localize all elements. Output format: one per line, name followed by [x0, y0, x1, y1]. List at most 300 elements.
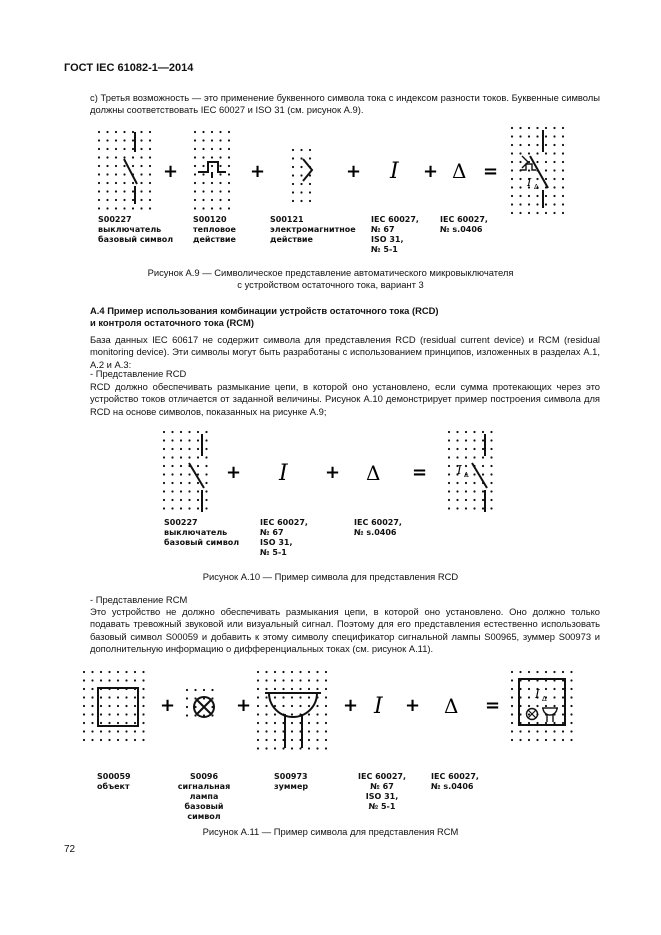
- grid-dot: [511, 671, 513, 673]
- grid-dot: [309, 191, 311, 193]
- grid-dot: [553, 705, 555, 707]
- grid-dot: [125, 671, 127, 673]
- grid-dot: [562, 169, 564, 171]
- grid-dot: [545, 169, 547, 171]
- grid-dot: [98, 148, 100, 150]
- grid-dot: [194, 156, 196, 158]
- grid-dot: [528, 212, 530, 214]
- grid-dot: [140, 173, 142, 175]
- grid-dot: [142, 696, 144, 698]
- grid-dot: [91, 713, 93, 715]
- grid-dot: [274, 713, 276, 715]
- grid-dot: [211, 131, 213, 133]
- grid-dot: [228, 165, 230, 167]
- grid-dot: [171, 482, 173, 484]
- grid-dot: [219, 165, 221, 167]
- grid-dot: [528, 195, 530, 197]
- grid-dot: [456, 482, 458, 484]
- grid-dot: [194, 173, 196, 175]
- grid-dot: [482, 490, 484, 492]
- grid-dot: [282, 679, 284, 681]
- grid-dot: [308, 722, 310, 724]
- grid-dot: [149, 148, 151, 150]
- grid-dot: [545, 135, 547, 137]
- grid-dot: [325, 688, 327, 690]
- figure-a11: [0, 668, 661, 758]
- grid-dot: [140, 148, 142, 150]
- delta-subscript: Δ: [464, 472, 469, 479]
- grid-dot: [316, 688, 318, 690]
- grid-dot: [98, 182, 100, 184]
- grid-dot: [123, 139, 125, 141]
- grid-dot: [570, 679, 572, 681]
- grid-dot: [309, 157, 311, 159]
- equals-sign: =: [485, 695, 501, 716]
- grid-dot: [117, 739, 119, 741]
- grid-dot: [257, 722, 259, 724]
- grid-dot: [545, 203, 547, 205]
- grid-dot: [186, 689, 188, 691]
- grid-dot: [562, 688, 564, 690]
- grid-dot: [528, 688, 530, 690]
- grid-dot: [83, 730, 85, 732]
- grid-dot: [163, 473, 165, 475]
- grid-dot: [536, 722, 538, 724]
- grid-dot: [528, 169, 530, 171]
- grid-dot: [545, 739, 547, 741]
- grid-dot: [511, 169, 513, 171]
- grid-dot: [194, 689, 196, 691]
- grid-dot: [108, 713, 110, 715]
- grid-dot: [490, 431, 492, 433]
- grid-dot: [274, 747, 276, 749]
- grid-dot: [490, 482, 492, 484]
- grid-dot: [299, 705, 301, 707]
- grid-dot: [490, 490, 492, 492]
- grid-dot: [83, 713, 85, 715]
- grid-dot: [91, 705, 93, 707]
- grid-dot: [528, 722, 530, 724]
- grid-dot: [545, 671, 547, 673]
- grid-dot: [203, 689, 205, 691]
- grid-dot: [536, 144, 538, 146]
- grid-dot: [292, 157, 294, 159]
- grid-dot: [528, 135, 530, 137]
- grid-dot: [142, 671, 144, 673]
- grid-dot: [316, 713, 318, 715]
- grid-dot: [125, 713, 127, 715]
- grid-dot: [570, 739, 572, 741]
- grid-dot: [257, 739, 259, 741]
- grid-dot: [465, 499, 467, 501]
- grid-dot: [180, 507, 182, 509]
- grid-dot: [528, 705, 530, 707]
- grid-dot: [482, 465, 484, 467]
- grid-dot: [117, 696, 119, 698]
- grid-dot: [545, 705, 547, 707]
- grid-dot: [180, 499, 182, 501]
- grid-dot: [553, 161, 555, 163]
- grid-dot: [570, 671, 572, 673]
- fig11-label-iec-current: IEC 60027, № 67 ISO 31, № 5-1: [358, 772, 406, 811]
- grid-dot: [265, 696, 267, 698]
- grid-dot: [545, 152, 547, 154]
- grid-dot: [125, 730, 127, 732]
- grid-dot: [465, 448, 467, 450]
- grid-dot: [465, 456, 467, 458]
- grid-dot: [545, 161, 547, 163]
- grid-dot: [511, 203, 513, 205]
- grid-dot: [562, 739, 564, 741]
- paragraph-iec: [90, 334, 600, 371]
- grid-dot: [465, 465, 467, 467]
- delta-symbol: Δ: [366, 461, 381, 485]
- grid-dot: [91, 671, 93, 673]
- grid-dot: [482, 456, 484, 458]
- grid-dot: [134, 696, 136, 698]
- delta-subscript: Δ: [534, 184, 539, 191]
- grid-dot: [325, 739, 327, 741]
- grid-dot: [528, 127, 530, 129]
- grid-dot: [448, 431, 450, 433]
- grid-dot: [536, 739, 538, 741]
- fig9-caption: Рисунок A.9 — Символическое представление автоматического микровыключателя с устройством остаточного тока, вариант 3: [147, 267, 514, 290]
- grid-dot: [132, 148, 134, 150]
- grid-dot: [473, 499, 475, 501]
- grid-dot: [309, 149, 311, 151]
- grid-dot: [134, 722, 136, 724]
- grid-dot: [291, 696, 293, 698]
- grid-dot: [570, 705, 572, 707]
- grid-dot: [528, 152, 530, 154]
- rcm-heading: - Представление RCM: [90, 594, 188, 605]
- grid-dot: [562, 730, 564, 732]
- grid-dot: [299, 679, 301, 681]
- grid-dot: [228, 173, 230, 175]
- grid-dot: [134, 713, 136, 715]
- grid-dot: [325, 671, 327, 673]
- grid-dot: [299, 671, 301, 673]
- grid-dot: [519, 212, 521, 214]
- grid-dot: [519, 135, 521, 137]
- grid-dot: [149, 173, 151, 175]
- grid-dot: [316, 705, 318, 707]
- grid-dot: [100, 705, 102, 707]
- grid-dot: [274, 679, 276, 681]
- grid-dot: [291, 739, 293, 741]
- grid-dot: [228, 182, 230, 184]
- grid-dot: [115, 156, 117, 158]
- grid-dot: [553, 739, 555, 741]
- grid-dot: [98, 156, 100, 158]
- grid-dot: [274, 722, 276, 724]
- grid-dot: [197, 439, 199, 441]
- plus-sign: +: [325, 462, 341, 483]
- grid-dot: [194, 148, 196, 150]
- plus-sign: +: [250, 161, 266, 182]
- grid-dot: [545, 144, 547, 146]
- grid-dot: [291, 722, 293, 724]
- grid-dot: [211, 165, 213, 167]
- grid-dot: [134, 705, 136, 707]
- grid-dot: [291, 679, 293, 681]
- grid-dot: [219, 173, 221, 175]
- grid-dot: [115, 207, 117, 209]
- grid-dot: [292, 200, 294, 202]
- grid-dot: [528, 144, 530, 146]
- grid-dot: [448, 490, 450, 492]
- grid-dot: [202, 139, 204, 141]
- grid-dot: [545, 722, 547, 724]
- grid-dot: [140, 190, 142, 192]
- grid-dot: [106, 156, 108, 158]
- grid-dot: [282, 671, 284, 673]
- grid-dot: [106, 199, 108, 201]
- grid-dot: [163, 482, 165, 484]
- grid-dot: [562, 212, 564, 214]
- grid-dot: [171, 473, 173, 475]
- grid-dot: [300, 157, 302, 159]
- grid-dot: [473, 507, 475, 509]
- grid-dot: [134, 739, 136, 741]
- grid-dot: [300, 183, 302, 185]
- grid-dot: [149, 190, 151, 192]
- fig9-label-s00121: S00121 электромагнитное действие: [270, 215, 356, 244]
- grid-dot: [274, 730, 276, 732]
- grid-dot: [205, 482, 207, 484]
- grid-dot: [511, 186, 513, 188]
- grid-dot: [465, 482, 467, 484]
- fig9-label-iec-current: IEC 60027, № 67 ISO 31, № 5-1: [371, 215, 419, 254]
- grid-dot: [180, 482, 182, 484]
- grid-dot: [194, 165, 196, 167]
- grid-dot: [257, 730, 259, 732]
- delta-symbol: Δ: [452, 159, 467, 183]
- grid-dot: [465, 431, 467, 433]
- grid-dot: [536, 730, 538, 732]
- grid-dot: [291, 671, 293, 673]
- grid-dot: [205, 448, 207, 450]
- grid-dot: [274, 688, 276, 690]
- grid-dot: [149, 207, 151, 209]
- grid-dot: [171, 499, 173, 501]
- current-symbol: I: [457, 463, 462, 477]
- grid-dot: [519, 127, 521, 129]
- grid-dot: [519, 739, 521, 741]
- grid-dot: [519, 186, 521, 188]
- grid-dot: [123, 165, 125, 167]
- figure-a10: [0, 428, 661, 520]
- grid-dot: [257, 696, 259, 698]
- current-symbol: I: [279, 461, 288, 486]
- switch-symbol: [189, 434, 204, 512]
- grid-dot: [553, 127, 555, 129]
- grid-dot: [265, 747, 267, 749]
- grid-dot: [545, 688, 547, 690]
- grid-dot: [308, 688, 310, 690]
- grid-dot: [519, 178, 521, 180]
- grid-dot: [308, 705, 310, 707]
- grid-dot: [265, 739, 267, 741]
- page-number: 72: [64, 844, 76, 855]
- grid-dot: [536, 127, 538, 129]
- grid-dot: [219, 156, 221, 158]
- grid-dot: [180, 448, 182, 450]
- grid-dot: [106, 182, 108, 184]
- grid-dot: [188, 473, 190, 475]
- grid-dot: [292, 149, 294, 151]
- delta-subscript: Δ: [542, 696, 547, 703]
- grid-dot: [83, 696, 85, 698]
- grid-dot: [100, 722, 102, 724]
- grid-dot: [180, 490, 182, 492]
- grid-dot: [188, 507, 190, 509]
- grid-dot: [257, 705, 259, 707]
- grid-dot: [265, 671, 267, 673]
- grid-dot: [257, 688, 259, 690]
- grid-dot: [180, 465, 182, 467]
- grid-dot: [202, 156, 204, 158]
- grid-dot: [171, 465, 173, 467]
- grid-dot: [562, 178, 564, 180]
- grid-dot: [257, 671, 259, 673]
- grid-dot: [553, 730, 555, 732]
- grid-dot: [100, 679, 102, 681]
- grid-dot: [490, 473, 492, 475]
- grid-dot: [562, 161, 564, 163]
- grid-dot: [299, 688, 301, 690]
- grid-dot: [308, 713, 310, 715]
- grid-dot: [300, 149, 302, 151]
- grid-dot: [511, 688, 513, 690]
- grid-dot: [448, 473, 450, 475]
- grid-dot: [171, 490, 173, 492]
- grid-dot: [325, 679, 327, 681]
- paragraph-c-text: с) Третья возможность — это применение буквенного символа тока с индексом разности токов. Буквенные символы должны соответствовать IEC 60027 и ISO 31 (см. рисунок A.9).: [90, 92, 600, 116]
- grid-dot: [257, 747, 259, 749]
- grid-dot: [465, 507, 467, 509]
- grid-dot: [553, 169, 555, 171]
- grid-dot: [553, 135, 555, 137]
- grid-dot: [562, 144, 564, 146]
- fig11-label-s0096: S0096 сигнальная лампа базовый символ: [177, 772, 231, 821]
- fig9-label-s00120: S00120 тепловое действие: [193, 215, 236, 244]
- grid-dot: [325, 730, 327, 732]
- grid-dot: [519, 161, 521, 163]
- grid-dot: [142, 722, 144, 724]
- fig9-label-s00227: S00227 выключатель базовый символ: [98, 215, 174, 244]
- grid-dot: [194, 207, 196, 209]
- grid-dot: [511, 696, 513, 698]
- grid-dot: [142, 713, 144, 715]
- grid-dot: [132, 207, 134, 209]
- grid-dot: [211, 190, 213, 192]
- rcd-heading: - Представление RCD: [90, 368, 187, 379]
- thermal-action-symbol: [198, 162, 226, 178]
- grid-dot: [300, 174, 302, 176]
- grid-dot: [115, 182, 117, 184]
- grid-dot: [473, 448, 475, 450]
- grid-dot: [186, 697, 188, 699]
- grid-dot: [123, 190, 125, 192]
- grid-dot: [202, 199, 204, 201]
- grid-dot: [473, 473, 475, 475]
- grid-dot: [108, 696, 110, 698]
- grid-dot: [482, 431, 484, 433]
- grid-dot: [448, 465, 450, 467]
- grid-dot: [448, 499, 450, 501]
- grid-dot: [106, 131, 108, 133]
- grid-dot: [536, 152, 538, 154]
- grid-dot: [219, 139, 221, 141]
- grid-dot: [205, 431, 207, 433]
- grid-dot: [149, 165, 151, 167]
- grid-dot: [202, 165, 204, 167]
- grid-dot: [308, 739, 310, 741]
- grid-dot: [98, 190, 100, 192]
- grid-dot: [219, 182, 221, 184]
- grid-dot: [91, 739, 93, 741]
- grid-dot: [292, 174, 294, 176]
- grid-dot: [473, 431, 475, 433]
- grid-dot: [142, 688, 144, 690]
- grid-dot: [482, 448, 484, 450]
- grid-dot: [528, 696, 530, 698]
- grid-dot: [83, 679, 85, 681]
- grid-dot: [448, 456, 450, 458]
- grid-dot: [228, 131, 230, 133]
- grid-dot: [123, 207, 125, 209]
- grid-dot: [140, 199, 142, 201]
- grid-dot: [83, 688, 85, 690]
- grid-dot: [149, 131, 151, 133]
- grid-dot: [108, 679, 110, 681]
- grid-dot: [562, 722, 564, 724]
- grid-dot: [134, 671, 136, 673]
- grid-dot: [325, 747, 327, 749]
- grid-dot: [211, 156, 213, 158]
- grid-dot: [83, 739, 85, 741]
- grid-dot: [98, 173, 100, 175]
- grid-dot: [140, 207, 142, 209]
- grid-dot: [91, 679, 93, 681]
- grid-dot: [274, 696, 276, 698]
- grid-dot: [211, 207, 213, 209]
- delta-symbol: Δ: [444, 694, 459, 718]
- grid-dot: [117, 713, 119, 715]
- grid-dot: [511, 713, 513, 715]
- grid-dot: [125, 696, 127, 698]
- grid-dot: [282, 705, 284, 707]
- grid-dot: [163, 431, 165, 433]
- grid-dot: [134, 679, 136, 681]
- grid-dot: [115, 148, 117, 150]
- grid-dot: [448, 482, 450, 484]
- grid-dot: [282, 688, 284, 690]
- grid-dot: [448, 507, 450, 509]
- grid-dot: [98, 139, 100, 141]
- grid-dot: [188, 482, 190, 484]
- grid-dot: [553, 696, 555, 698]
- grid-dot: [205, 499, 207, 501]
- grid-dot: [299, 696, 301, 698]
- grid-dot: [142, 679, 144, 681]
- grid-dot: [188, 499, 190, 501]
- plus-sign: +: [405, 695, 421, 716]
- grid-dot: [536, 195, 538, 197]
- document-header: ГОСТ IEC 61082-1—2014: [64, 62, 194, 74]
- grid-dot: [228, 156, 230, 158]
